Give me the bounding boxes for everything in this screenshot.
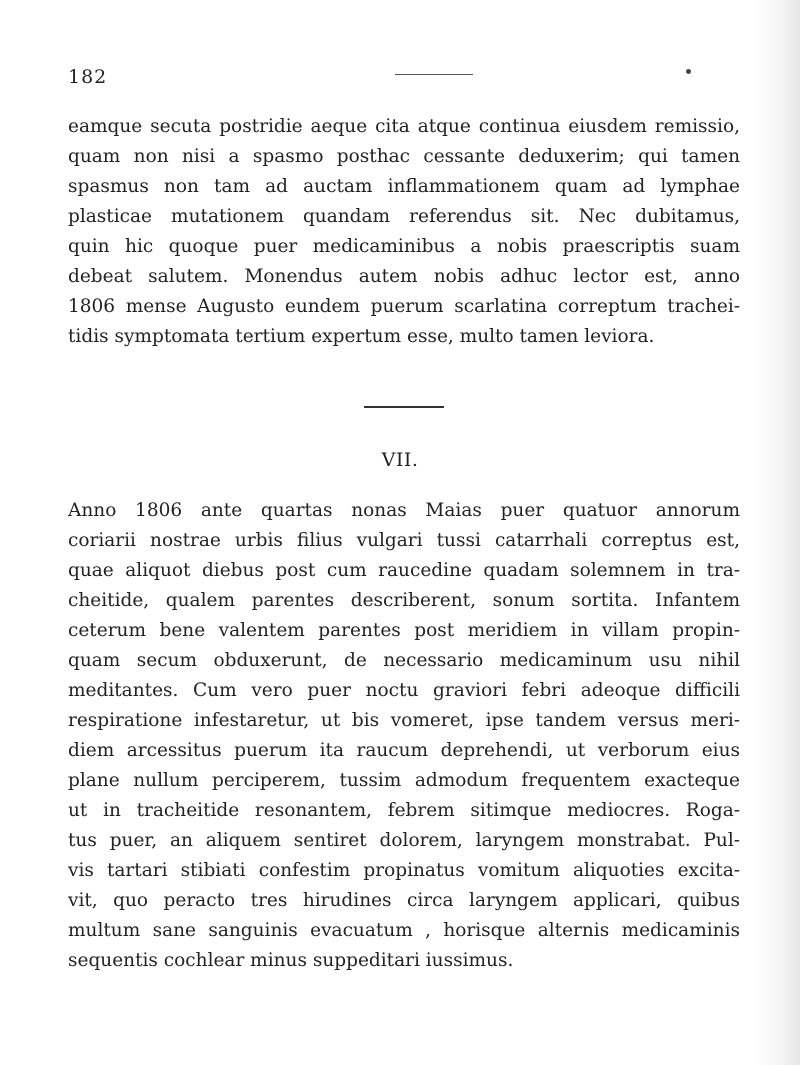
text-line: quam non nisi a spasmo posthac cessante deduxerim; qui tamen [68, 146, 740, 167]
text-line: plane nullum perciperem, tussim admodum frequentem exacteque [68, 770, 740, 791]
paragraph-continuation [68, 112, 740, 352]
text-line: cheitide, qualem parentes describerent, sonum sortita. Infantem [68, 590, 740, 611]
section-heading: VII. [381, 449, 419, 471]
text-line: debeat salutem. Monendus autem nobis adhuc lector est, anno [68, 266, 740, 287]
text-line: coriarii nostrae urbis filius vulgari tussi catarrhali correptus est, [68, 530, 740, 551]
text-line: vit, quo peracto tres hirudines circa laryngem applicari, quibus [68, 890, 740, 911]
text-line: quin hic quoque puer medicaminibus a nobis praescriptis suam [68, 236, 740, 257]
text-line: ut in tracheitide resonantem, febrem sitimque mediocres. Roga- [68, 800, 740, 821]
text-line: eamque secuta postridie aeque cita atque continua eiusdem remissio, [68, 116, 740, 137]
text-line: sequentis cochlear minus suppeditari iussimus. [68, 950, 514, 971]
page-number: 182 [68, 66, 108, 88]
text-line: meditantes. Cum vero puer noctu graviori febri adeoque difficili [68, 680, 740, 701]
text-line: tidis symptomata tertium expertum esse, multo tamen leviora. [68, 326, 655, 347]
text-line: plasticae mutationem quandam referendus sit. Nec dubitamus, [68, 206, 740, 227]
text-line: ceterum bene valentem parentes post meridiem in villam propin- [68, 620, 740, 641]
text-line: vis tartari stibiati confestim propinatus vomitum aliquoties excita- [68, 860, 740, 881]
text-line: spasmus non tam ad auctam inflammationem quam ad lymphae [68, 176, 740, 197]
text-line: respiratione infestaretur, ut bis vomeret, ipse tandem versus meri- [68, 710, 740, 731]
text-line: Anno 1806 ante quartas nonas Maias puer quatuor annorum [68, 500, 740, 521]
text-line: quae aliquot diebus post cum raucedine quadam solemnem in tra- [68, 560, 740, 581]
print-mark [686, 69, 691, 74]
text-line: quam secum obduxerunt, de necessario medicaminum usu nihil [68, 650, 740, 671]
header-rule [395, 74, 473, 75]
text-line: diem arcessitus puerum ita raucum deprehendi, ut verborum eius [68, 740, 740, 761]
text-line: multum sane sanguinis evacuatum , horisque alternis medicaminis [68, 920, 740, 941]
paragraph-case-vii [68, 496, 740, 976]
text-line: tus puer, an aliquem sentiret dolorem, laryngem monstrabat. Pul- [68, 830, 740, 851]
section-divider [364, 406, 444, 408]
text-line: 1806 mense Augusto eundem puerum scarlatina correptum trachei- [68, 296, 740, 317]
